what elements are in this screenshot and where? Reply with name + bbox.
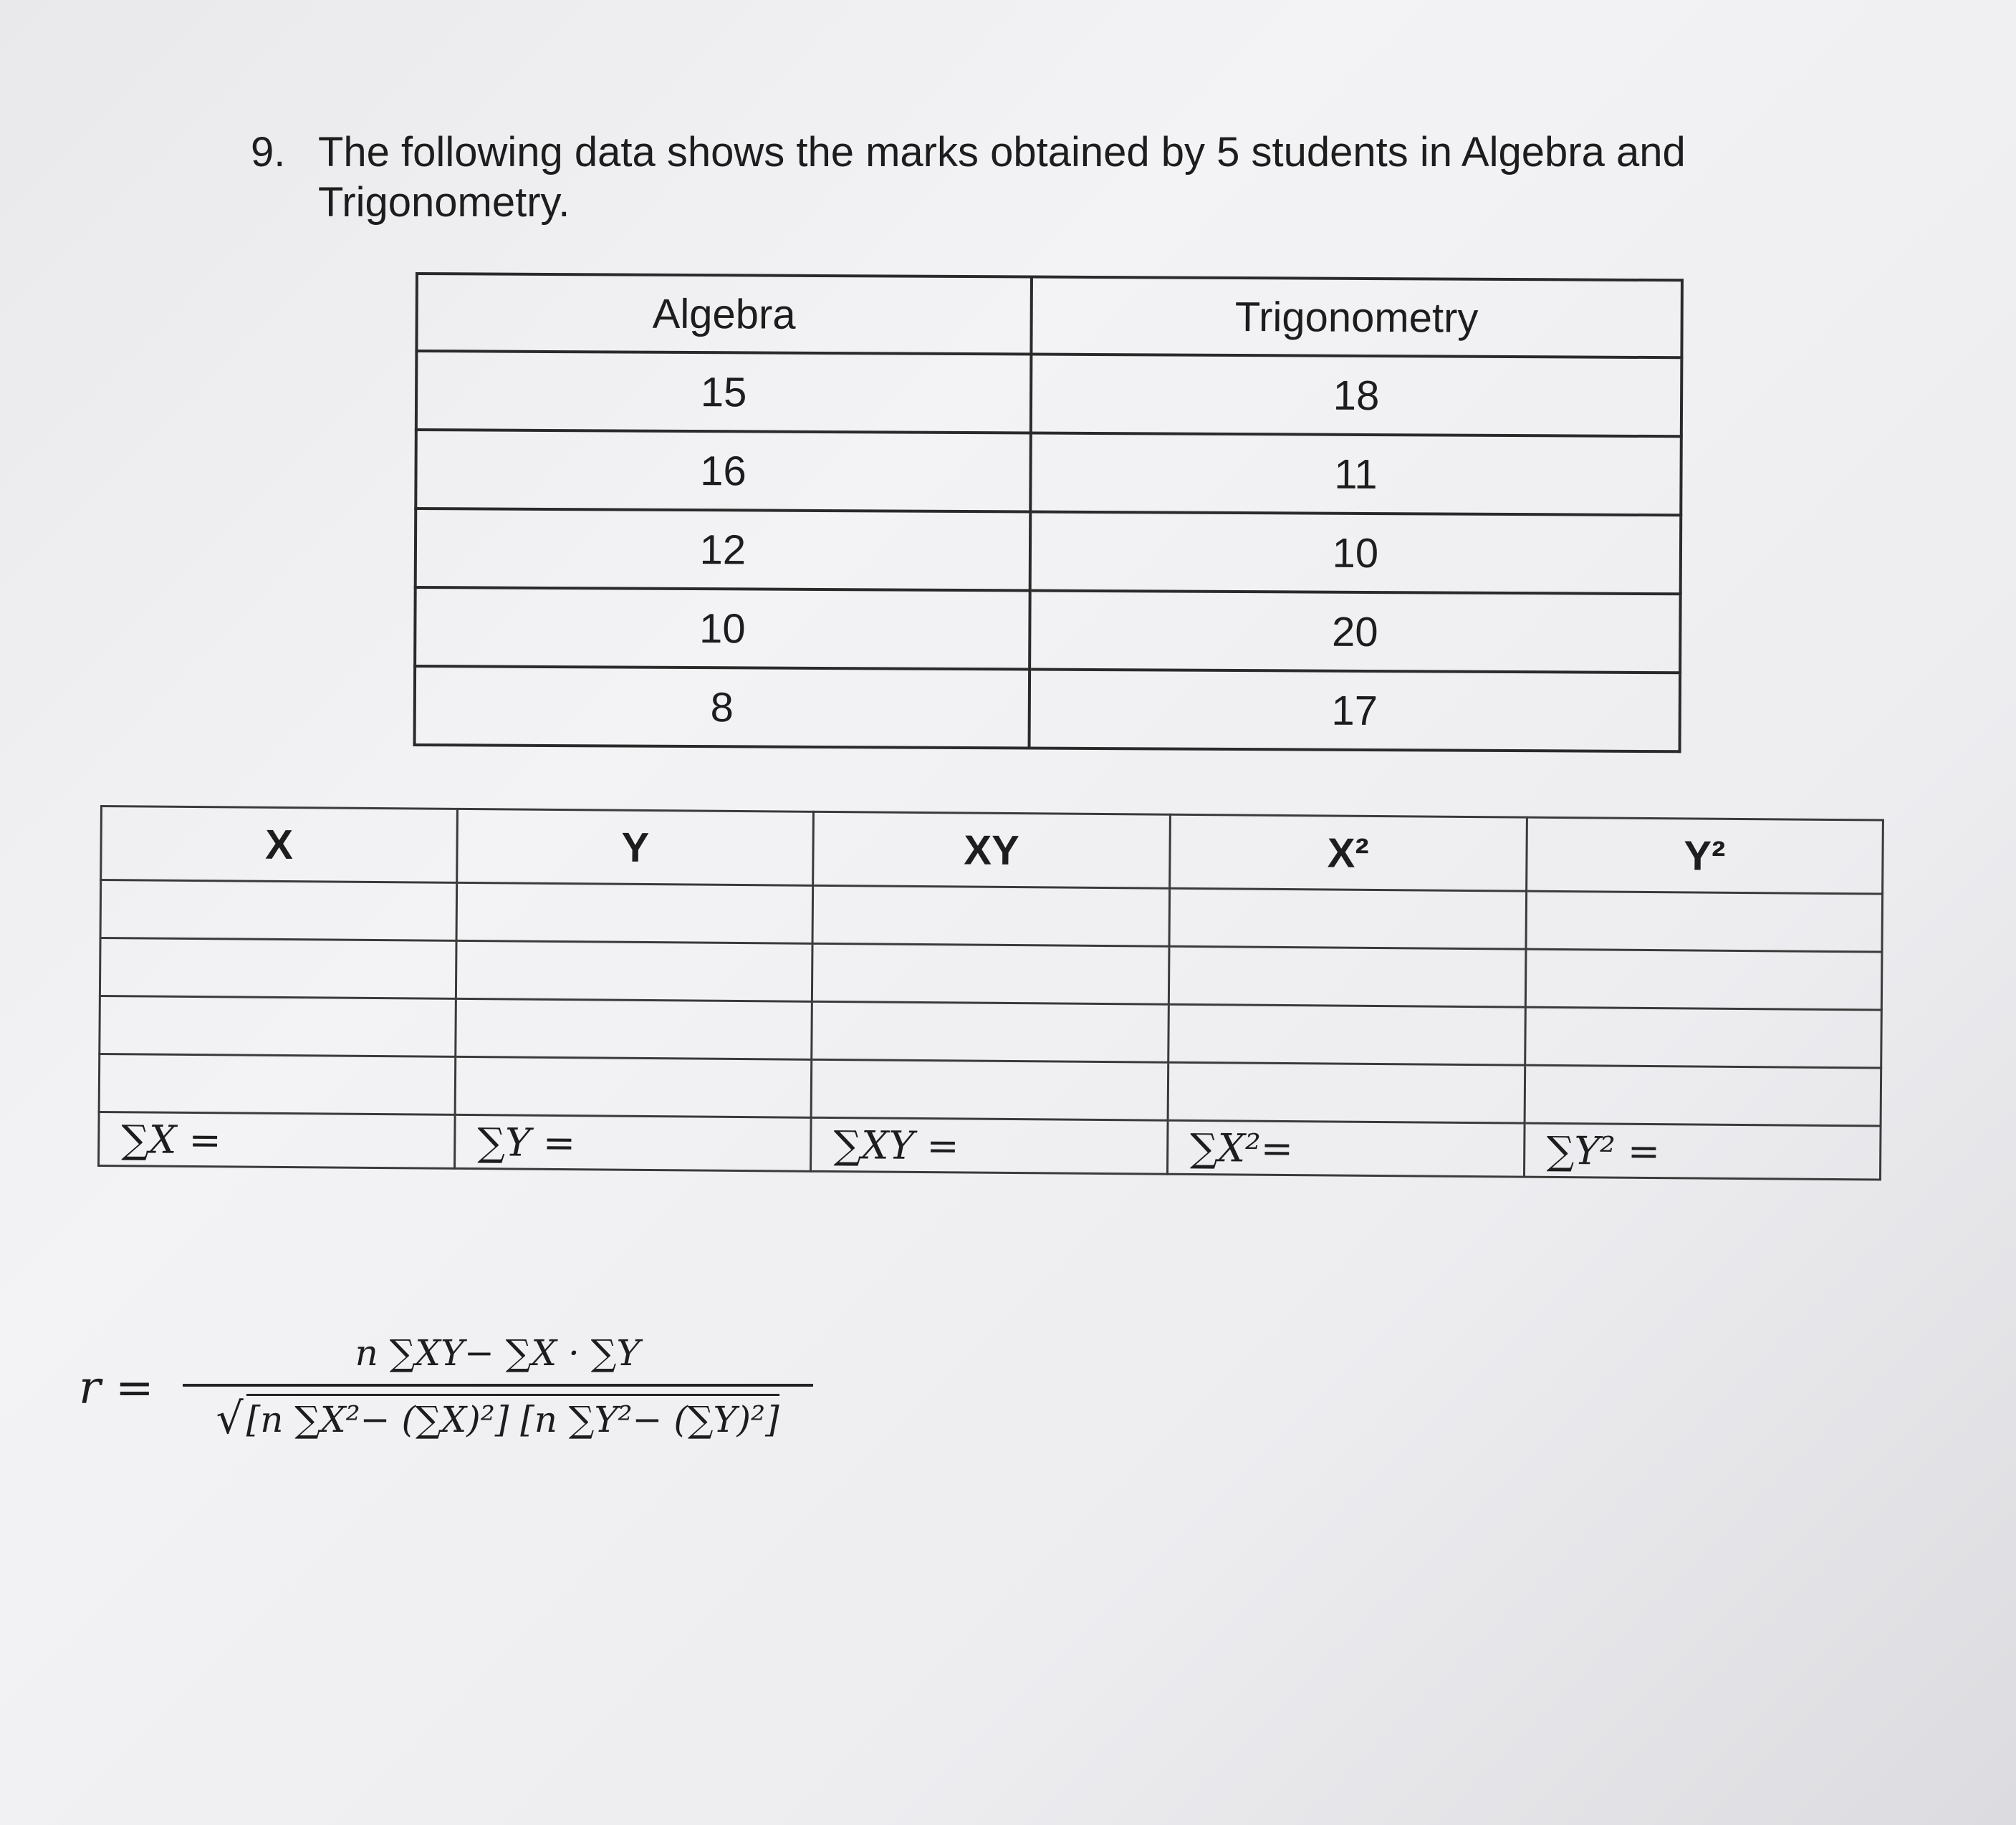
sum-xy-cell[interactable]: ∑XY = (811, 1117, 1168, 1174)
blank-cell[interactable] (456, 882, 813, 943)
blank-cell[interactable] (1168, 1062, 1525, 1123)
header-algebra: Algebra (416, 274, 1031, 354)
algebra-cell: 15 (416, 351, 1031, 433)
blank-cell[interactable] (456, 940, 813, 1001)
blank-cell[interactable] (1525, 1065, 1881, 1126)
trigonometry-cell: 10 (1030, 511, 1681, 594)
blank-cell[interactable] (1168, 1004, 1525, 1065)
formula-lhs: r = (79, 1362, 154, 1415)
header-y-squared: Y² (1526, 817, 1883, 894)
blank-cell[interactable] (1525, 949, 1882, 1010)
marks-table-header (416, 274, 1682, 357)
blank-cell[interactable] (1169, 888, 1526, 949)
computation-table-header (101, 806, 1883, 895)
blank-cell[interactable] (1525, 1007, 1881, 1068)
header-x: X (101, 806, 458, 883)
trigonometry-cell: 20 (1029, 590, 1681, 673)
blank-cell[interactable] (1526, 891, 1883, 952)
blank-cell[interactable] (1168, 946, 1525, 1007)
header-x-squared: X² (1169, 814, 1527, 891)
header-trigonometry: Trigonometry (1031, 277, 1682, 358)
sum-x-cell[interactable]: ∑X = (99, 1112, 456, 1168)
trigonometry-cell: 17 (1029, 669, 1680, 751)
sum-y-squared-cell[interactable]: ∑Y² = (1524, 1123, 1881, 1180)
blank-cell[interactable] (456, 998, 812, 1059)
trigonometry-cell: 11 (1030, 433, 1681, 515)
square-root-icon: √ (216, 1394, 244, 1444)
table-row (416, 351, 1682, 436)
blank-cell[interactable] (812, 885, 1169, 946)
blank-cell[interactable] (99, 1054, 456, 1115)
table-row (415, 587, 1681, 673)
blank-cell[interactable] (100, 880, 457, 941)
blank-cell[interactable] (100, 996, 456, 1057)
blank-cell[interactable] (455, 1056, 812, 1117)
blank-cell[interactable] (812, 943, 1169, 1004)
blank-cell[interactable] (811, 1059, 1168, 1120)
trigonometry-cell: 18 (1031, 355, 1682, 437)
table-row (416, 509, 1681, 594)
algebra-cell: 10 (415, 587, 1029, 669)
algebra-cell: 8 (415, 666, 1029, 748)
formula-radicand: [n ∑X²− (∑X)²] [n ∑Y²− (∑Y)²] (246, 1394, 779, 1440)
blank-cell[interactable] (100, 938, 456, 999)
question-number: 9. (251, 129, 286, 175)
algebra-cell: 16 (416, 430, 1030, 511)
question-line-2: Trigonometry. (318, 179, 570, 226)
blank-cell[interactable] (812, 1001, 1168, 1062)
question-text (251, 127, 1827, 228)
marks-table (413, 272, 1684, 753)
pearson-r-formula (79, 1332, 813, 1444)
header-xy: XY (813, 812, 1170, 888)
formula-denominator (216, 1387, 779, 1444)
sum-x-squared-cell[interactable]: ∑X²= (1167, 1120, 1524, 1177)
table-row (416, 430, 1681, 515)
algebra-cell: 12 (416, 509, 1030, 590)
computation-table (97, 805, 1884, 1181)
formula-numerator: n ∑XY− ∑X · ∑Y (355, 1332, 640, 1374)
question-line-1: The following data shows the marks obtained by 5 students in Algebra and (318, 129, 1686, 175)
formula-fraction (183, 1332, 813, 1444)
table-row (415, 666, 1681, 751)
header-y: Y (457, 809, 814, 885)
sum-y-cell[interactable]: ∑Y = (455, 1114, 812, 1171)
